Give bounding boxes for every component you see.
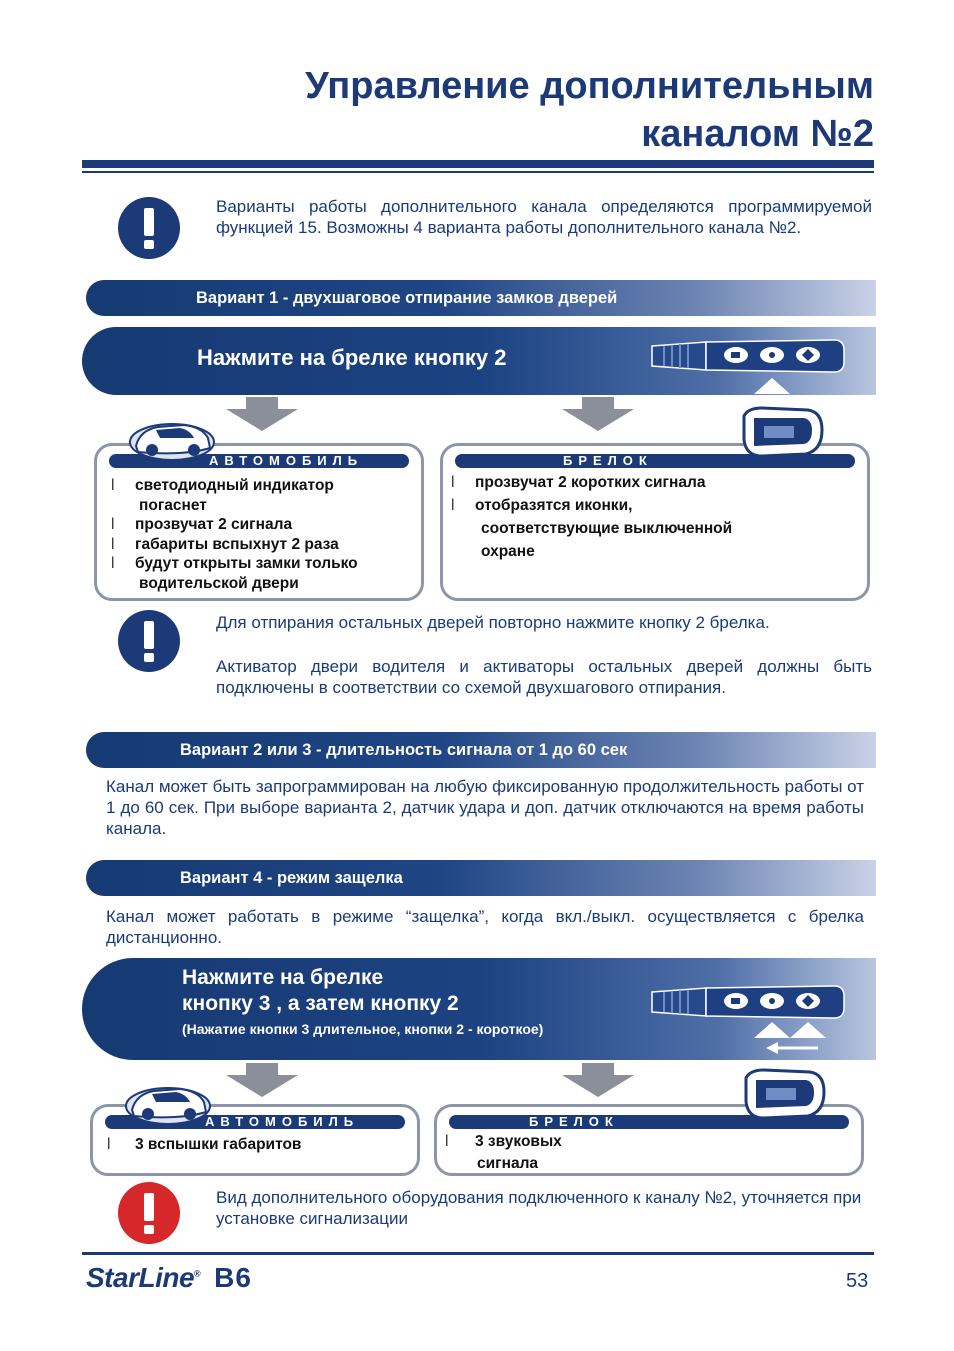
variant23-text: Канал может быть запрограммирован на любую фиксированную продолжительность работы от 1 до 60 сек. При выборе варианта 2, датчик удара и доп. датчик отключаются на время работы канала. bbox=[106, 777, 865, 838]
note2-p1: Для отпирания остальных дверей повторно нажмите кнопку 2 брелка. bbox=[216, 613, 770, 632]
page-title-line2: каналом №2 bbox=[641, 113, 874, 155]
variant4-text: Канал может работать в режиме “защелка”, когда вкл./выкл. осуществляется с брелка дистанционно. bbox=[106, 907, 864, 947]
remote-fob-icon bbox=[650, 982, 846, 1056]
list-item: l 3 звуковых bbox=[445, 1131, 845, 1153]
brand-name: StarLine bbox=[86, 1262, 195, 1293]
title-rule-thin bbox=[82, 171, 874, 173]
car-icon bbox=[124, 410, 216, 462]
exclamation-red-icon bbox=[118, 1182, 180, 1244]
title-rule bbox=[82, 160, 874, 168]
remote-fob-icon bbox=[650, 336, 846, 396]
car-box-header: АВТОМОБИЛЬ bbox=[109, 454, 409, 468]
fob-box-header: БРЕЛОК bbox=[455, 454, 855, 468]
brand-model: B6 bbox=[214, 1262, 252, 1293]
arrow-down-car-icon bbox=[224, 1063, 300, 1099]
list-item: l прозвучат 2 сигнала bbox=[111, 515, 411, 535]
exclamation-icon bbox=[118, 610, 180, 672]
fob-result-list bbox=[445, 1131, 845, 1175]
variant1-banner-label: Вариант 1 - двухшаговое отпирание замков дверей bbox=[196, 289, 618, 307]
press-combo-line2: кнопку 3 , а затем кнопку 2 bbox=[182, 992, 459, 1015]
registered-mark: ® bbox=[194, 1268, 201, 1279]
press-combo-note: (Нажатие кнопки 3 длительное, кнопки 2 - короткое) bbox=[182, 1021, 544, 1037]
fob-box-header: БРЕЛОК bbox=[449, 1115, 849, 1129]
list-item: погаснет bbox=[139, 496, 207, 514]
variant23-banner bbox=[86, 732, 876, 768]
note3-text: Вид дополнительного оборудования подключенного к каналу №2, уточняется при установке сигнализации bbox=[216, 1188, 862, 1228]
fob-result-box bbox=[440, 443, 870, 601]
variant1-banner bbox=[86, 280, 876, 316]
variant4-banner bbox=[86, 860, 876, 896]
list-item: l отобразятся иконки, bbox=[451, 494, 851, 517]
note2-p2: Активатор двери водителя и активаторы остальных дверей должны быть подключены в соответствии со схемой двухшагового отпирания. bbox=[216, 657, 872, 697]
list-item: l 3 вспышки габаритов bbox=[107, 1135, 407, 1155]
intro-text: Варианты работы дополнительного канала определяются программируемой функцией 15. Возможны 4 варианта работы дополнительного канала №2. bbox=[216, 197, 872, 237]
fob-lcd-icon bbox=[738, 404, 826, 460]
list-item: l прозвучат 2 коротких сигнала bbox=[451, 471, 851, 494]
car-result-list bbox=[107, 1135, 407, 1155]
fob-result-list bbox=[451, 471, 851, 563]
list-item: сигнала bbox=[477, 1155, 539, 1172]
car-icon bbox=[120, 1074, 212, 1126]
list-item: l будут открыты замки только bbox=[111, 554, 411, 574]
page-number: 53 bbox=[846, 1270, 869, 1292]
car-result-box bbox=[94, 443, 424, 601]
arrow-down-fob-icon bbox=[560, 397, 636, 433]
brand-logo bbox=[86, 1262, 252, 1294]
exclamation-icon bbox=[118, 197, 180, 259]
page-title-line1: Управление дополнительным bbox=[305, 65, 874, 107]
list-item: охране bbox=[481, 543, 535, 560]
variant23-banner-label: Вариант 2 или 3 - длительность сигнала от 1 до 60 сек bbox=[180, 741, 628, 759]
press-button-label: Нажмите на брелке кнопку 2 bbox=[197, 345, 507, 370]
list-item: l светодиодный индикатор bbox=[111, 476, 411, 496]
list-item: l габариты вспыхнут 2 раза bbox=[111, 535, 411, 555]
list-item: водительской двери bbox=[139, 574, 299, 592]
press-combo-line1: Нажмите на брелке bbox=[182, 966, 384, 989]
list-item: соответствующие выключенной bbox=[481, 520, 733, 537]
car-box-header: АВТОМОБИЛЬ bbox=[105, 1115, 405, 1129]
variant4-banner-label: Вариант 4 - режим защелка bbox=[180, 869, 403, 887]
arrow-down-car-icon bbox=[224, 397, 300, 433]
fob-lcd-icon bbox=[740, 1066, 828, 1122]
car-result-list bbox=[111, 476, 411, 593]
footer-rule bbox=[82, 1252, 874, 1255]
arrow-down-fob-icon bbox=[560, 1063, 636, 1099]
